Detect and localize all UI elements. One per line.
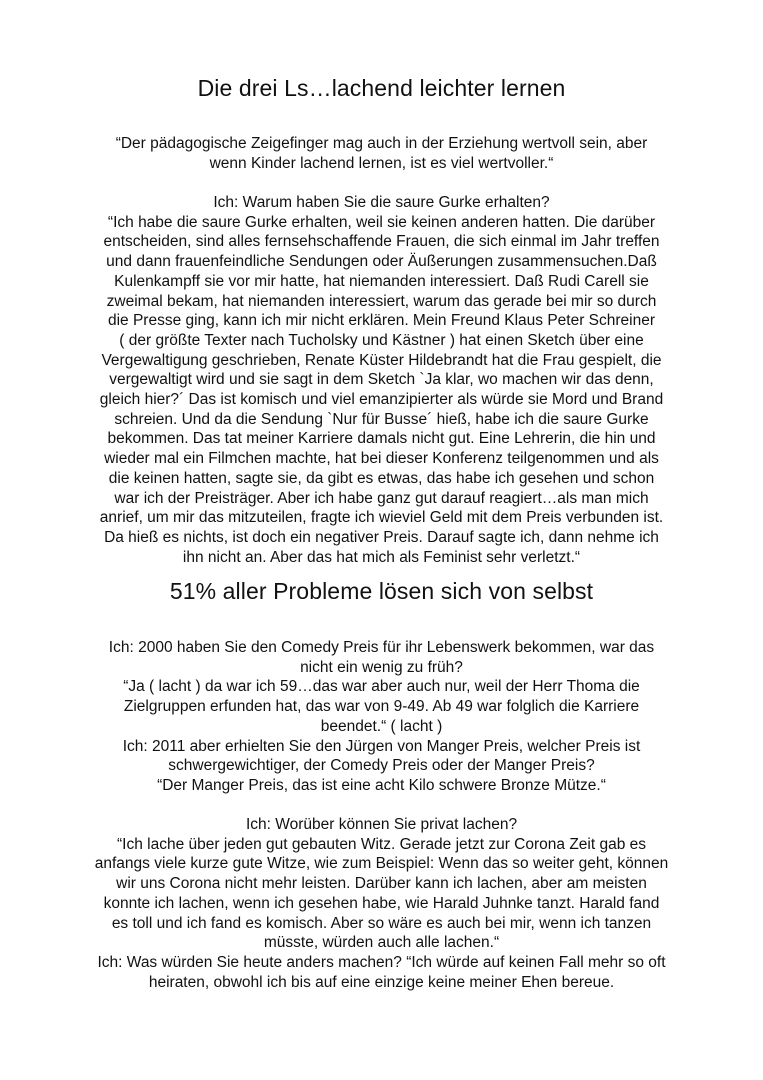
question-line: nicht ein wenig zu früh? [300, 658, 463, 676]
answer-line: “Ich habe die saure Gurke erhalten, weil sie keinen anderen hatten. Die darüber [107, 213, 656, 231]
heading-drei-ls: Die drei Ls…lachend leichter lernen [197, 75, 566, 101]
answer-line: schreien. Und da die Sendung `Nur für Busse´ hieß, habe ich die saure Gurke [114, 410, 649, 428]
interview-privat-lachen [60, 815, 703, 992]
answer-line: beendet.“ ( lacht ) [320, 717, 443, 735]
heading-probleme: 51% aller Probleme lösen sich von selbst [169, 578, 594, 604]
answer-line: es toll und ich fand es komisch. Aber so wäre es auch bei mir, wenn ich tanzen [111, 914, 652, 932]
answer-line: wir uns Corona nicht mehr leisten. Darüber kann ich lachen, aber am meisten [116, 875, 647, 893]
answer-line: konnte ich lachen, wenn ich gesehen habe, wie Harald Juhnke tanzt. Harald fand [103, 894, 660, 912]
document-page [60, 0, 703, 1080]
answer-line: “Ich lache über jeden gut gebauten Witz. Gerade jetzt zur Corona Zeit gab es [116, 835, 647, 853]
answer-line: die keinen hatten, sagte sie, da gibt es etwas, das habe ich gesehen und schon [108, 469, 655, 487]
answer-line: vergewaltigt wird und sie sagt in dem Sketch `Ja klar, wo machen wir das denn, [109, 371, 654, 389]
question-line: Ich: 2000 haben Sie den Comedy Preis für ihr Lebenswerk bekommen, war das [108, 639, 655, 656]
answer-line: zweimal bekam, hat niemanden interessiert, warum das gerade bei mir so durch [106, 292, 657, 310]
text-line: “Der pädagogische Zeigefinger mag auch in der Erziehung wertvoll sein, aber [115, 135, 648, 152]
answer-line: wieder mal ein Filmchen machte, hat bei dieser Konferenz teilgenommen und als [104, 450, 659, 468]
answer-line: ihn nicht an. Aber das hat mich als Feminist sehr verletzt.“ [182, 548, 581, 566]
question-line: Ich: 2011 aber erhielten Sie den Jürgen von Manger Preis, welcher Preis ist [122, 737, 641, 755]
answer-line: und dann frauenfeindliche Sendungen oder Äußerungen zusammensuchen.Daß [106, 253, 657, 271]
answer-line: heiraten, obwohl ich bis auf eine einzige keine meiner Ehen bereue. [148, 973, 615, 991]
answer-line: die Presse ging, kann ich mir nicht erklären. Mein Freund Klaus Peter Schreiner [107, 312, 656, 330]
interview-saure-gurke [60, 193, 703, 567]
question-line: Ich: Was würden Sie heute anders machen? “Ich würde auf keinen Fall mehr so oft [97, 953, 666, 971]
interview-comedy-preis [60, 638, 703, 796]
text-line: wenn Kinder lachend lernen, ist es viel wertvoller.“ [209, 154, 554, 172]
question-line: Ich: Worüber können Sie privat lachen? [245, 816, 518, 833]
answer-line: ( der größte Texter nach Tucholsky und Kästner ) hat einen Sketch über eine [119, 331, 644, 349]
intro-quote [60, 134, 703, 173]
answer-line: bekommen. Das tat meiner Karriere damals nicht gut. Eine Lehrerin, die hin und [107, 430, 656, 448]
answer-line: anfangs viele kurze gute Witze, wie zum Beispiel: Wenn das so weiter geht, können [94, 855, 669, 873]
question-line: schwergewichtiger, der Comedy Preis oder der Manger Preis? [168, 757, 595, 775]
answer-line: Da hieß es nichts, ist doch ein negativer Preis. Darauf sagte ich, dann nehme ich [104, 528, 659, 546]
answer-line: war ich der Preisträger. Aber ich habe ganz gut darauf reagiert…als man mich [114, 489, 649, 507]
answer-line: Kulenkampff sie vor mir hatte, hat niemanden interessiert. Daß Rudi Carell sie [114, 272, 649, 290]
answer-line: Zielgruppen erfunden hat, das war von 9-49. Ab 49 war folglich die Karriere [123, 698, 640, 716]
answer-line: “Der Manger Preis, das ist eine acht Kilo schwere Bronze Mütze.“ [157, 776, 606, 794]
question-line: Ich: Warum haben Sie die saure Gurke erhalten? [213, 194, 550, 211]
answer-line: gleich hier?´ Das ist komisch und viel emanzipierter als würde sie Mord und Brand [99, 391, 664, 409]
answer-line: entscheiden, sind alles fernsehschaffende Frauen, die sich einmal im Jahr treffen [103, 233, 660, 251]
answer-line: anrief, um mir das mitzuteilen, fragte ich wieviel Geld mit dem Preis verbunden ist. [99, 509, 664, 527]
answer-line: “Ja ( lacht ) da war ich 59…das war aber auch nur, weil der Herr Thoma die [123, 678, 640, 696]
answer-line: Vergewaltigung geschrieben, Renate Küster Hildebrandt hat die Frau gespielt, die [101, 351, 662, 369]
answer-line: müsste, würden auch alle lachen.“ [263, 934, 500, 952]
